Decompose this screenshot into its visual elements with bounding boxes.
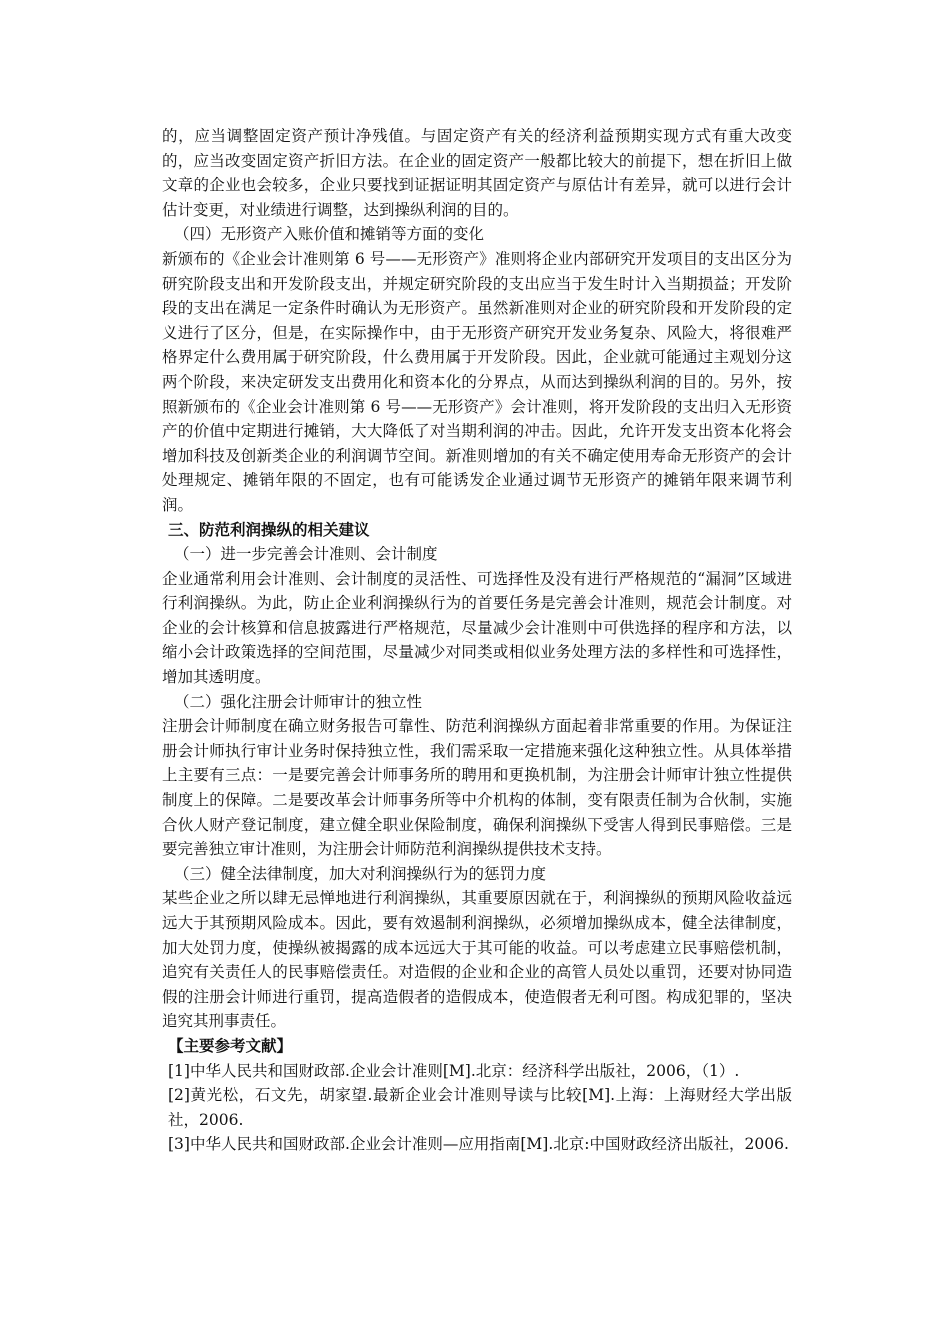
section-subheading: （一）进一步完善会计准则、会计制度 [174, 545, 438, 564]
reference-item: [3]中华人民共和国财政部.企业会计准则—应用指南[M].北京:中国财政经济出版社，2006. [168, 1135, 789, 1154]
section-subheading: （四）无形资产入账价值和摊销等方面的变化 [174, 225, 485, 244]
section-subheading: （二）强化注册会计师审计的独立性 [174, 692, 423, 711]
body-paragraph: 注册会计师制度在确立财务报告可靠性、防范利润操纵方面起着非常重要的作用。为保证注册会计师执行审计业务时保持独立性，我们需采取一定措施来强化这种独立性。从具体举措上主要有三点：一是要完善会计师事务所的聘用和更换机制，为注册会计师审计独立性提供制度上的保障。二是要改革会计师事务所等中介机构的体制，变有限责任制为合伙制，实施合伙人财产登记制度，建立健全职业保险制度，确保利润操纵下受害人得到民事赔偿。三是要完善独立审计准则，为注册会计师防范利润操纵提供技术支持。 [162, 717, 792, 859]
document-page [162, 124, 792, 1157]
body-paragraph: 新颁布的《企业会计准则第 6 号——无形资产》准则将企业内部研究开发项目的支出区分为研究阶段支出和开发阶段支出，并规定研究阶段的支出应当于发生时计入当期损益；开发阶段的支出在满足一定条件时确认为无形资产。虽然新准则对企业的研究阶段和开发阶段的定义进行了区分，但是，在实际操作中，由于无形资产研究开发业务复杂、风险大，将很难严格界定什么费用属于研究阶段，什么费用属于开发阶段。因此，企业就可能通过主观划分这两个阶段，来决定研发支出费用化和资本化的分界点，从而达到操纵利润的目的。另外，按照新颁布的《企业会计准则第 6 号——无形资产》会计准则，将开发阶段的支出归入无形资产的价值中定期进行摊销，大大降低了对当期利润的冲击。因此，允许开发支出资本化将会增加科技及创新类企业的利润调节空间。新准则增加的有关不确定使用寿命无形资产的会计处理规定、摊销年限的不固定，也有可能诱发企业通过调节无形资产的摊销年限来调节利润。 [162, 249, 792, 514]
references-title: 【主要参考文献】 [168, 1035, 293, 1055]
section-heading: 三、防范利润操纵的相关建议 [168, 519, 370, 539]
body-paragraph: 的，应当调整固定资产预计净残值。与固定资产有关的经济利益预期实现方式有重大改变的，应当改变固定资产折旧方法。在企业的固定资产一般都比较大的前提下，想在折旧上做文章的企业也会较多，企业只要找到证据证明其固定资产与原估计有差异，就可以进行会计估计变更，对业绩进行调整，达到操纵利润的目的。 [162, 127, 792, 219]
reference-item: [1]中华人民共和国财政部.企业会计准则[M].北京：经济科学出版社，2006，（1）. [168, 1061, 740, 1080]
body-paragraph: 某些企业之所以肆无忌惮地进行利润操纵，其重要原因就在于，利润操纵的预期风险收益远远大于其预期风险成本。因此，要有效遏制利润操纵，必须增加操纵成本，健全法律制度，加大处罚力度，使操纵被揭露的成本远远大于其可能的收益。可以考虑建立民事赔偿机制，追究有关责任人的民事赔偿责任。对造假的企业和企业的高管人员处以重罚，还要对协同造假的注册会计师进行重罚，提高造假者的造假成本，使造假者无利可图。构成犯罪的，坚决追究其刑事责任。 [162, 889, 792, 1031]
section-subheading: （三）健全法律制度，加大对利润操纵行为的惩罚力度 [174, 864, 547, 883]
reference-item: [2]黄光松，石文先，胡家望.最新企业会计准则导读与比较[M].上海：上海财经大学出版社，2006. [168, 1086, 792, 1129]
body-paragraph: 企业通常利用会计准则、会计制度的灵活性、可选择性及没有进行严格规范的“漏洞”区域进行利润操纵。为此，防止企业利润操纵行为的首要任务是完善会计准则，规范会计制度。对企业的会计核算和信息披露进行严格规范，尽量减少会计准则中可供选择的程序和方法，以缩小会计政策选择的空间范围，尽量减少对同类或相似业务处理方法的多样性和可选择性，增加其透明度。 [162, 569, 792, 687]
